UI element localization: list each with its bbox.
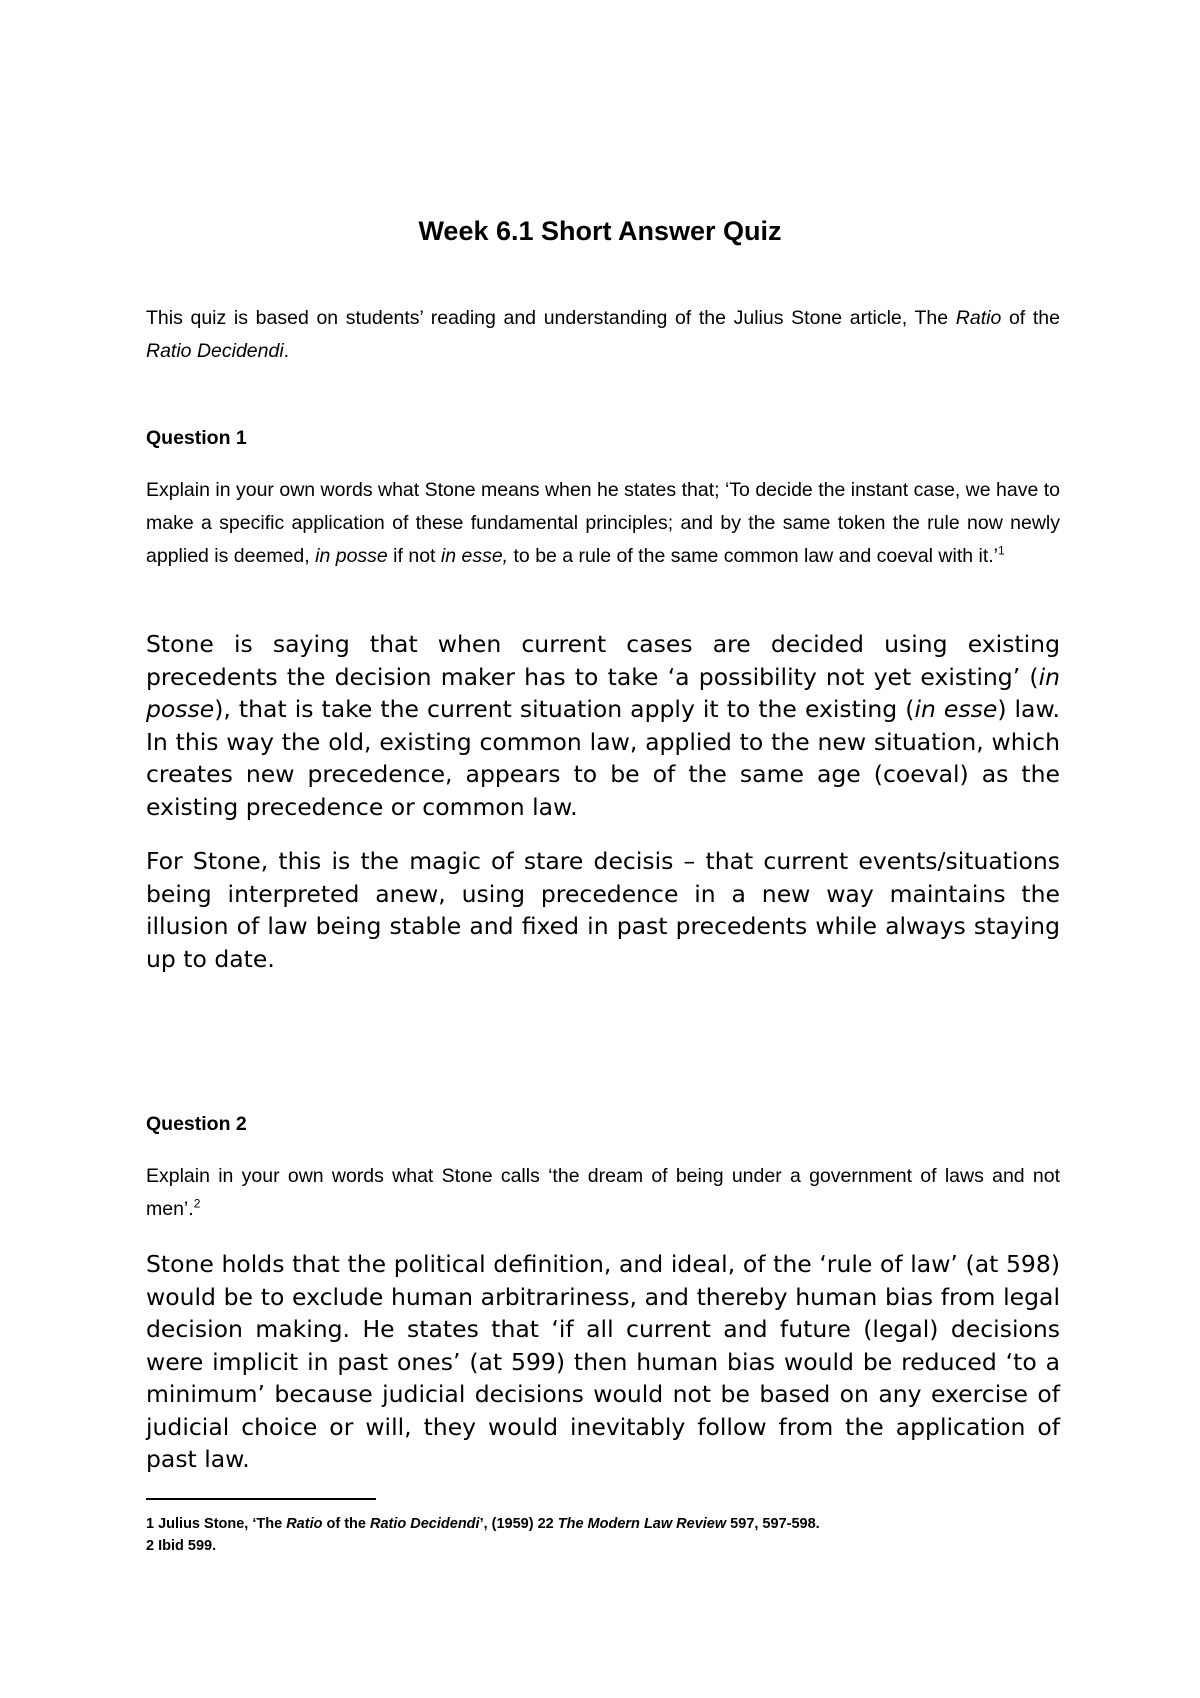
fn1-italic-journal: The Modern Law Review bbox=[557, 1516, 727, 1532]
question-1-heading: Question 1 bbox=[146, 427, 247, 449]
question-2-heading: Question 2 bbox=[146, 1113, 247, 1135]
intro-text-2: of the bbox=[1001, 307, 1060, 329]
q1-answer-text-1: Stone is saying that when current cases are decided using existing precedents the decision maker has to take ‘a possibility not yet existing’ ( bbox=[146, 630, 1060, 691]
question-1-prompt bbox=[146, 474, 1060, 573]
fn1-italic-ratio-decidendi: Ratio Decidendi bbox=[369, 1516, 480, 1532]
fn1-italic-ratio: Ratio bbox=[286, 1516, 323, 1532]
footnote-2: 2 Ibid 599. bbox=[146, 1538, 217, 1554]
q1-prompt-text-2: if not bbox=[387, 545, 441, 567]
fn1-text-3: ’, (1959) 22 bbox=[479, 1516, 558, 1532]
fn1-text-4: 597, 597-598. bbox=[726, 1516, 820, 1532]
footnote-1 bbox=[146, 1514, 1096, 1534]
fn1-text-1: 1 Julius Stone, ‘The bbox=[146, 1516, 287, 1532]
q1-answer-text-3: ) law. In this way the old, existing common law, applied to the new situation, which creates new precedence, appears to be of the same age (coeval) as the existing precedence or common law. bbox=[146, 695, 1060, 821]
q2-prompt-text: Explain in your own words what Stone calls ‘the dream of being under a government of laws and not men’. bbox=[146, 1165, 1060, 1220]
question-2-prompt bbox=[146, 1160, 1060, 1226]
intro-text-1: This quiz is based on students’ reading and understanding of the Julius Stone article, The bbox=[146, 307, 956, 329]
q1-answer-italic-in-esse: in esse bbox=[914, 695, 998, 723]
q1-answer-italic-in-posse: in posse bbox=[146, 662, 1060, 723]
question-2-answer-paragraph: Stone holds that the political definition, and ideal, of the ‘rule of law’ (at 598) would be to exclude human arbitrariness, and thereby human bias from legal decision making. He states that ‘if all current and future (legal) decisions were implicit in past ones’ (at 599) then human bias would be reduced ‘to a minimum’ because judicial decisions would not be based on any exercise of judicial choice or will, they would inevitably follow from the application of past law. bbox=[146, 1250, 1060, 1473]
q1-prompt-italic-in-posse: in posse bbox=[315, 545, 388, 567]
q1-prompt-text-1: Explain in your own words what Stone means when he states that; ‘To decide the instant case, we have to make a specific application of these fundamental principles; and by the same token the rule now newly applied is deemed, bbox=[146, 479, 1060, 567]
footnote-ref-2: 2 bbox=[193, 1196, 201, 1211]
intro-italic-ratio: Ratio bbox=[955, 307, 1002, 329]
page-title: Week 6.1 Short Answer Quiz bbox=[418, 216, 782, 246]
q1-answer-text-2: ), that is take the current situation apply it to the existing ( bbox=[214, 695, 915, 723]
intro-paragraph bbox=[146, 302, 1060, 368]
fn1-text-2: of the bbox=[322, 1516, 370, 1532]
q1-prompt-italic-in-esse: in esse, bbox=[440, 545, 509, 567]
footnote-separator bbox=[146, 1498, 376, 1500]
q1-prompt-text-3: to be a rule of the same common law and coeval with it.’ bbox=[508, 545, 999, 567]
footnote-ref-1: 1 bbox=[998, 543, 1005, 558]
intro-text-3: . bbox=[283, 340, 290, 362]
question-1-answer-paragraph-1 bbox=[146, 628, 1060, 823]
intro-italic-ratio-decidendi: Ratio Decidendi bbox=[146, 340, 284, 362]
question-1-answer-paragraph-2: For Stone, this is the magic of stare decisis – that current events/situations being interpreted anew, using precedence in a new way maintains the illusion of law being stable and fixed in past precedents while always staying up to date. bbox=[146, 847, 1060, 973]
